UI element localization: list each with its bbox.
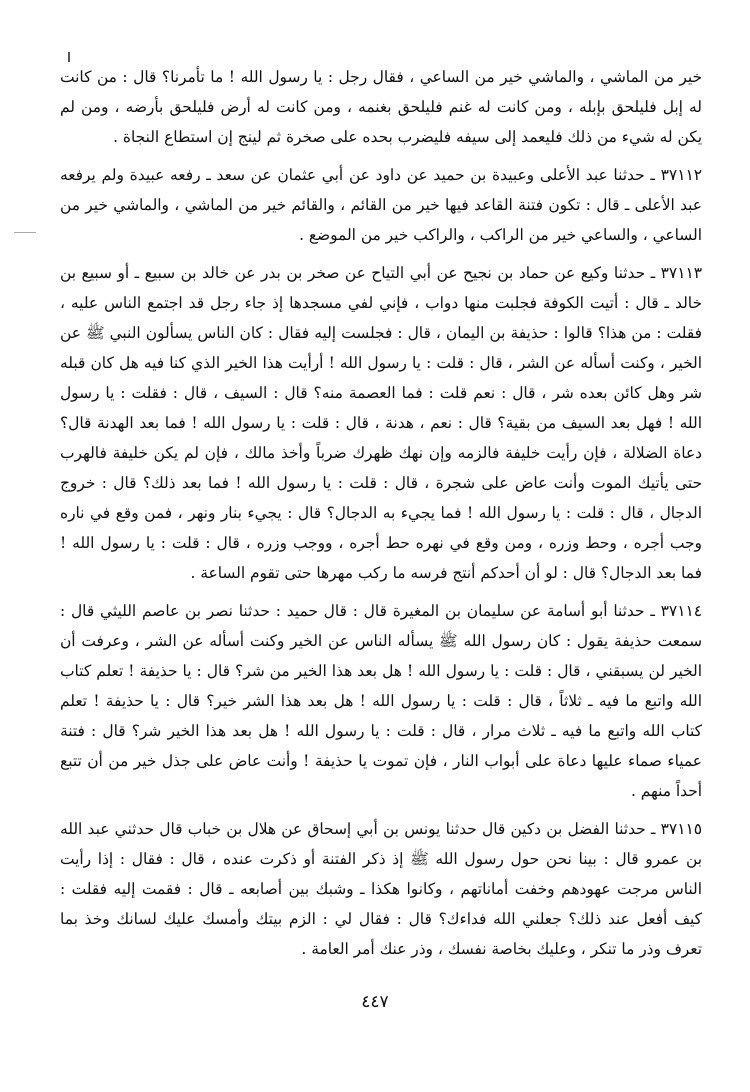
- hadith-37114: ٣٧١١٤ ـ حدثنا أبو أسامة عن سليمان بن المغيرة قال : قال حميد : حدثنا نصر بن عاصم الليثي قال : سمعت حذيفة يقول : كان رسول الله ﷺ يسأله الناس عن الخير وكنت أسأله عن الشر ، وعرفت أن الخير لن يسبقني ، قال : قلت : يا رسول الله ! هل بعد هذا الخير من شر؟ قال : يا حذيفة ! تعلم كتاب الله واتبع ما فيه ـ ثلاثاً ، قال : قلت : يا رسول الله ! هل بعد هذا الشر خير؟ قال : يا حذيفة ! تعلم كتاب الله واتبع ما فيه ـ ثلاث مرار ، قال : قلت : يا رسول الله ! هل بعد هذا الخير شر؟ قال : فتنة عمياء صماء عليها دعاة على أبواب النار ، فإن تموت يا حذيفة ! وأنت عاض على جذل خير من أن تتبع أحداً منهم .: [60, 602, 702, 800]
- page-number: ٤٤٧: [361, 992, 389, 1012]
- margin-mark: [68, 52, 70, 62]
- page-body: [60, 62, 702, 972]
- hadith-37113: ٣٧١١٣ ـ حدثنا وكيع عن حماد بن نجيح عن أبي التياح عن صخر بن بدر عن خالد بن سبيع ـ أو سبيع بن خالد ـ قال : أتيت الكوفة فجلبت منها دواب ، فإني لفي مسجدها إذ جاء رجل قد اجتمع الناس عليه ، فقلت : من هذا؟ قالوا : حذيفة بن اليمان ، قال : فجلست إليه فقال : كان الناس يسألون النبي ﷺ عن الخير ، وكنت أسأله عن الشر ، قال : قلت : يا رسول الله ! أرأيت هذا الخير الذي كنا فيه هل كان قبله شر وهل كائن بعده شر ، قال : نعم قلت : فما العصمة منه؟ قال : السيف ، قال : فقلت : يا رسول الله ! فهل بعد السيف من بقية؟ قال : نعم ، هدنة ، قال : قلت : يا رسول الله ! فما بعد الهدنة قال؟ دعاة الضلالة ، فإن رأيت خليفة فالزمه وإن نهك ظهرك ضرباً وأخذ مالك ، فإن لم يكن خليفة فالهرب حتى يأتيك الموت وأنت عاض على شجرة ، قال : قلت : يا رسول الله ! فما بعد ذلك؟ قال : خروج الدجال ، قال : قلت : يا رسول الله ! فما يجيء به الدجال؟ قال : يجيء بنار ونهر ، فمن وقع في ناره وجب أجره ، وحط وزره ، ومن وقع في نهره حط أجره ، ووجب وزره ، قال : قلت : يا رسول الله ! فما بعد الدجال؟ قال : لو أن أحدكم أنتج فرسه ما ركب مهرها حتى تقوم الساعة .: [60, 264, 702, 582]
- hadith-37112: ٣٧١١٢ ـ حدثنا عبد الأعلى وعبيدة بن حميد عن داود عن أبي عثمان عن سعد ـ رفعه عبيدة ولم يرفعه عبد الأعلى ـ قال : تكون فتنة القاعد فيها خير من القائم ، والقائم خير من الماشي ، والماشي خير من الساعي ، والساعي خير من الراكب ، والراكب خير من الموضع .: [60, 166, 702, 244]
- margin-line: [14, 232, 36, 233]
- paragraph-continuation: خير من الماشي ، والماشي خير من الساعي ، فقال رجل : يا رسول الله ! ما تأمرنا؟ قال : من كانت له إبل فليلحق بإبله ، ومن كانت له غنم فليلحق بغنمه ، ومن كانت له أرض فليلحق بأرضه ، ومن لم يكن له شيء من ذلك فليعمد إلى سيفه فليضرب بحده على صخرة ثم لينج إن استطاع النجاة .: [60, 68, 702, 146]
- hadith-37115: ٣٧١١٥ ـ حدثنا الفضل بن دكين قال حدثنا يونس بن أبي إسحاق عن هلال بن خباب قال حدثني عبد الله بن عمرو قال : بينا نحن حول رسول الله ﷺ إذ ذكر الفتنة أو ذكرت عنده ، قال : فقال : إذا رأيت الناس مرجت عهودهم وخفت أماناتهم ، وكانوا هكذا ـ وشبك بين أصابعه ـ قال : فقمت إليه فقلت : كيف أفعل عند ذلك؟ جعلني الله فداءك؟ قال : فقال لي : الزم بيتك وأمسك عليك لسانك وخذ بما تعرف وذر ما تنكر ، وعليك بخاصة نفسك ، وذر عنك أمر العامة .: [60, 820, 702, 958]
